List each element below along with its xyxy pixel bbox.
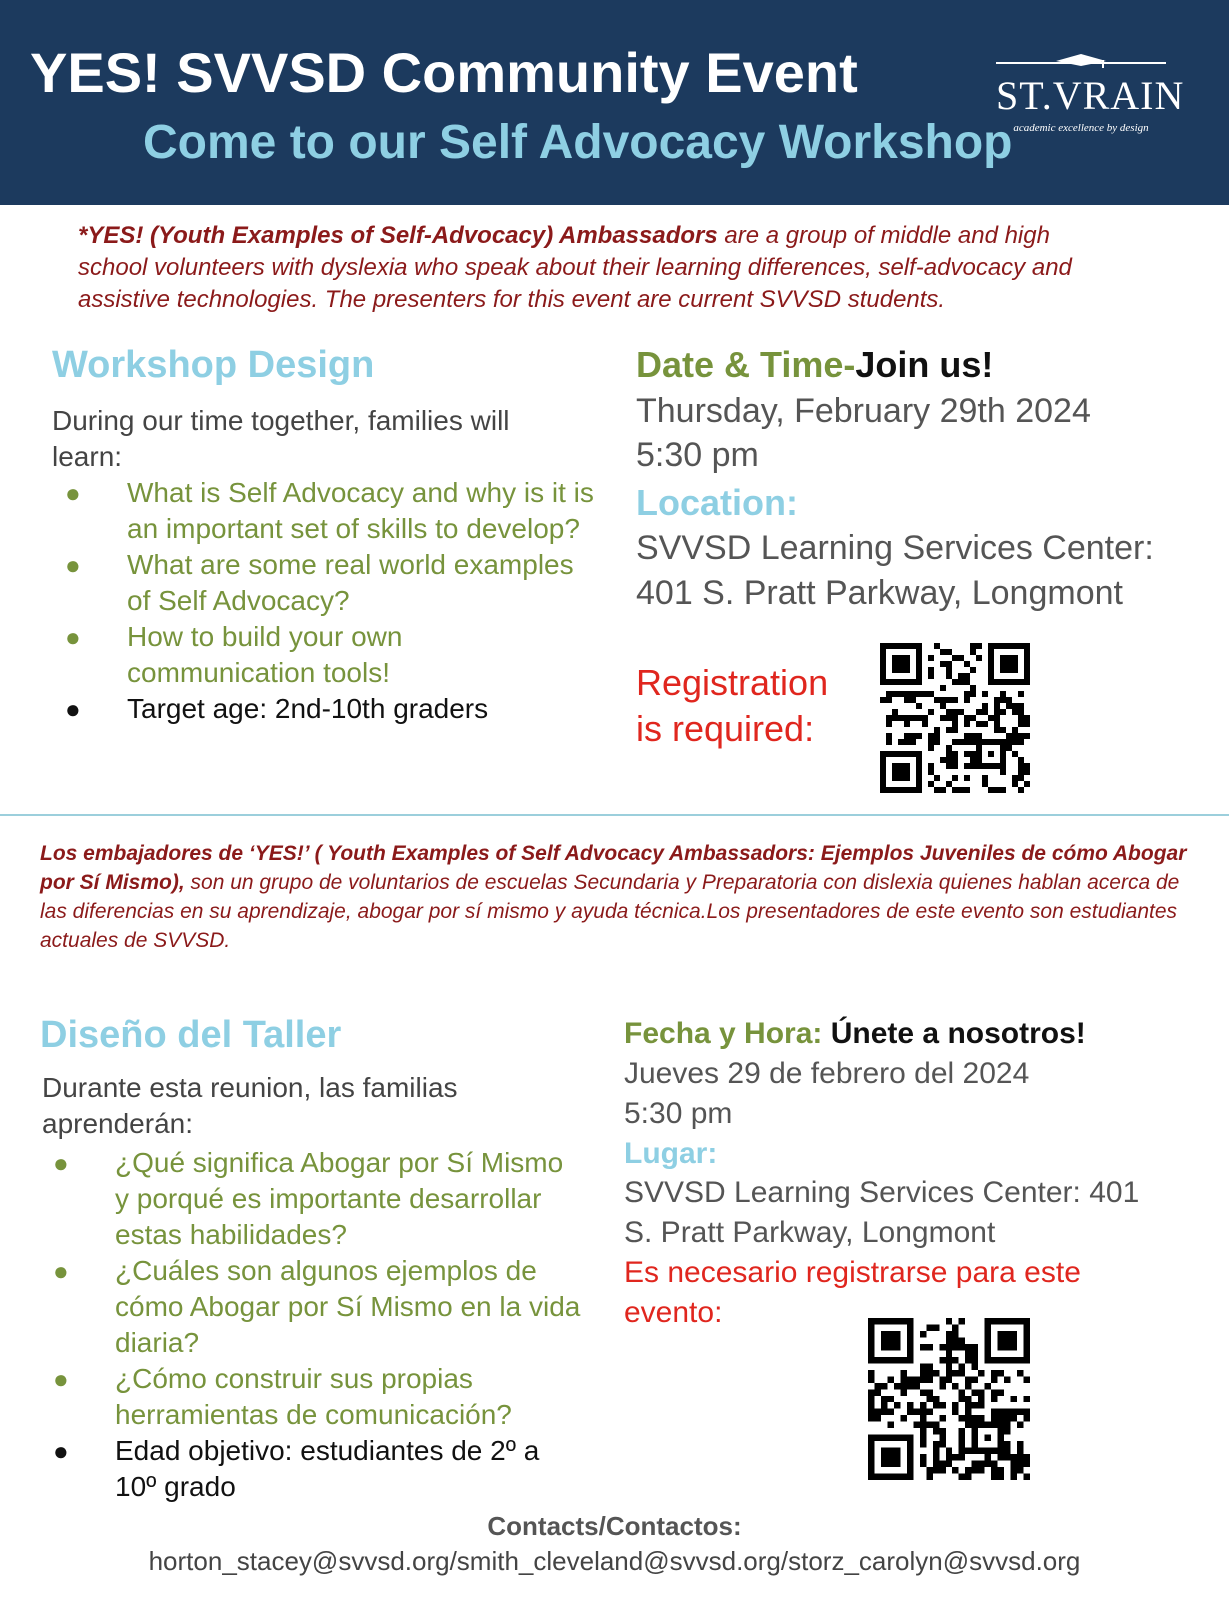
bullet-icon: ● — [53, 1364, 69, 1394]
date-time-label: Date & Time- — [636, 344, 856, 385]
spanish-intro-text: son un grupo de voluntarios de escuelas Secundaria y Preparatoria con dislexia quienes hablan acerca de las diferencias en su aprendizaje, abogar por sí mismo y ayuda técnica.Los presentadores de este evento son estudiantes actuales de SVVSD. — [40, 871, 1180, 952]
join-us-label: Join us! — [855, 344, 994, 385]
list-item: ● How to build your own communication tools! — [65, 621, 403, 688]
event-time: 5:30 pm — [636, 436, 759, 474]
disenio-taller-title: Diseño del Taller — [40, 1014, 342, 1056]
lugar-line-1: SVVSD Learning Services Center: 401 — [624, 1176, 1140, 1209]
fecha-hora-heading — [624, 1015, 1086, 1053]
hora-evento: 5:30 pm — [624, 1097, 733, 1130]
disenio-taller-bullets — [43, 1145, 583, 1505]
registro-line-1: Es necesario registrarse para este — [624, 1256, 1081, 1289]
date-time-heading — [636, 342, 993, 388]
event-date: Thursday, February 29th 2024 — [636, 392, 1091, 430]
location-line-2: 401 S. Pratt Parkway, Longmont — [636, 574, 1123, 612]
logo-tagline: academic excellence by design — [1013, 122, 1149, 134]
bullet-icon: ● — [53, 1256, 69, 1286]
unete-label: Únete a nosotros! — [822, 1017, 1086, 1050]
page-subtitle: Come to our Self Advocacy Workshop — [143, 116, 1013, 169]
bullet-icon: ● — [65, 622, 81, 652]
st-vrain-logo — [996, 54, 1185, 144]
fecha-evento: Jueves 29 de febrero del 2024 — [624, 1057, 1030, 1090]
english-intro-text: are a group of middle and high school volunteers with dyslexia who speak about their learning differences, self-advocacy and assistive technologies. The presenters for this event are current SVVSD students. — [78, 222, 1072, 313]
lugar-line-2: S. Pratt Parkway, Longmont — [624, 1216, 996, 1249]
section-divider — [0, 814, 1229, 816]
english-intro-bold: *YES! (Youth Examples of Self-Advocacy) Ambassadors — [78, 222, 718, 249]
lugar-label: Lugar: — [624, 1137, 718, 1170]
page-title: YES! SVVSD Community Event — [30, 41, 858, 104]
list-item: ● ¿Cómo construir sus propias herramientas de comunicación? — [53, 1363, 512, 1430]
workshop-design-title: Workshop Design — [52, 344, 375, 386]
contacts-emails[interactable]: horton_stacey@svvsd.org/smith_cleveland@svvsd.org/storz_carolyn@svvsd.org — [148, 1546, 1081, 1576]
fecha-hora-label: Fecha y Hora: — [624, 1017, 823, 1050]
bullet-icon: ● — [65, 550, 81, 580]
logo-rule — [996, 62, 1166, 64]
list-item: ● What is Self Advocacy and why is it is an important set of skills to develop? — [65, 477, 594, 544]
bullet-icon: ● — [65, 478, 81, 508]
list-item: ● Target age: 2nd-10th graders — [55, 691, 595, 727]
english-intro — [78, 220, 1118, 316]
contacts-heading: Contacts/Contactos: — [487, 1511, 742, 1541]
list-item: ● ¿Qué significa Abogar por Sí Mismo y porqué es importante desarrollar estas habilidades? — [53, 1147, 564, 1250]
spanish-intro-bold: Los embajadores de ‘YES!’ ( Youth Examples of Self Advocacy Ambassadors: Ejemplos Juveniles de cómo Abogar por Sí Mismo), — [40, 842, 1187, 894]
bullet-icon: ● — [53, 1148, 69, 1178]
registration-qr-code[interactable] — [880, 643, 1030, 793]
workshop-bullets — [55, 475, 595, 727]
workshop-intro: During our time together, families will learn: — [52, 405, 510, 472]
list-item: ● Edad objetivo: estudiantes de 2º a 10º grado — [53, 1435, 540, 1502]
graduation-cap-icon — [1036, 54, 1126, 68]
bullet-icon: ● — [53, 1436, 69, 1466]
registro-qr-code[interactable] — [868, 1318, 1030, 1480]
logo-name: ST.VRAIN — [996, 73, 1185, 118]
bullet-icon: ● — [65, 694, 81, 724]
location-label: Location: — [636, 482, 798, 523]
disenio-taller-intro: Durante esta reunion, las familias aprenderán: — [42, 1072, 458, 1139]
location-line-1: SVVSD Learning Services Center: — [636, 529, 1154, 567]
list-item: ● ¿Cuáles son algunos ejemplos de cómo Abogar por Sí Mismo en la vida diaria? — [53, 1255, 581, 1358]
registro-line-2: evento: — [624, 1296, 723, 1329]
registration-required: Registration is required: — [636, 662, 829, 749]
list-item: ● What are some real world examples of Self Advocacy? — [65, 549, 574, 616]
spanish-intro — [40, 839, 1190, 955]
